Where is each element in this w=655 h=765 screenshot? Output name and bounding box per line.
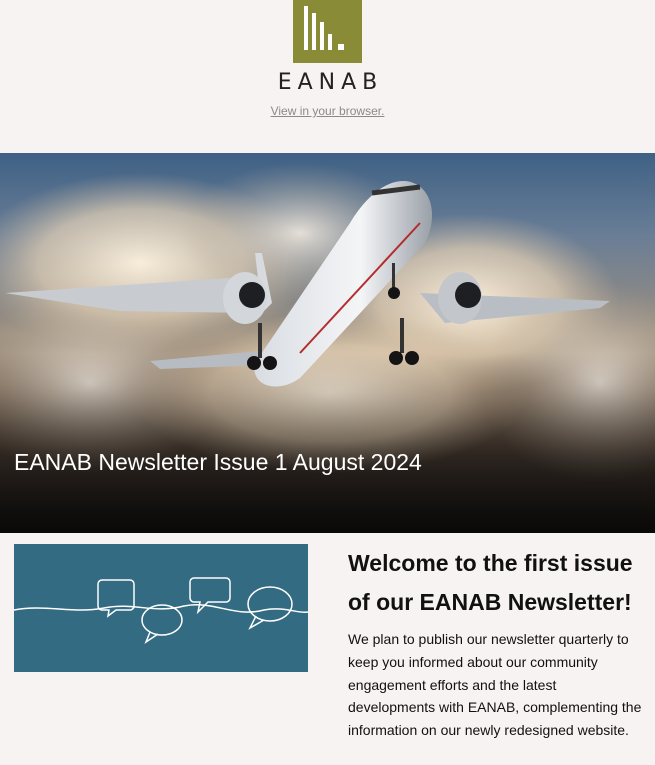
logo-wordmark: EANAB: [277, 70, 384, 95]
eanab-logo-icon: [293, 0, 362, 63]
welcome-paragraph: We plan to publish our newsletter quarterly to keep you informed about our community engagement efforts and the latest developments with EANAB, complementing the information on our newly redesigned website.: [348, 631, 642, 739]
hero-title: EANAB Newsletter Issue 1 August 2024: [14, 449, 422, 475]
newsletter-header: [0, 0, 655, 153]
speech-bubbles-illustration: [14, 544, 308, 672]
hero-banner: [0, 153, 655, 533]
welcome-heading: Welcome to the first issue of our EANAB Newsletter!: [348, 550, 633, 615]
airplane-photo: [0, 153, 655, 533]
view-in-browser-link[interactable]: View in your browser.: [270, 104, 385, 118]
